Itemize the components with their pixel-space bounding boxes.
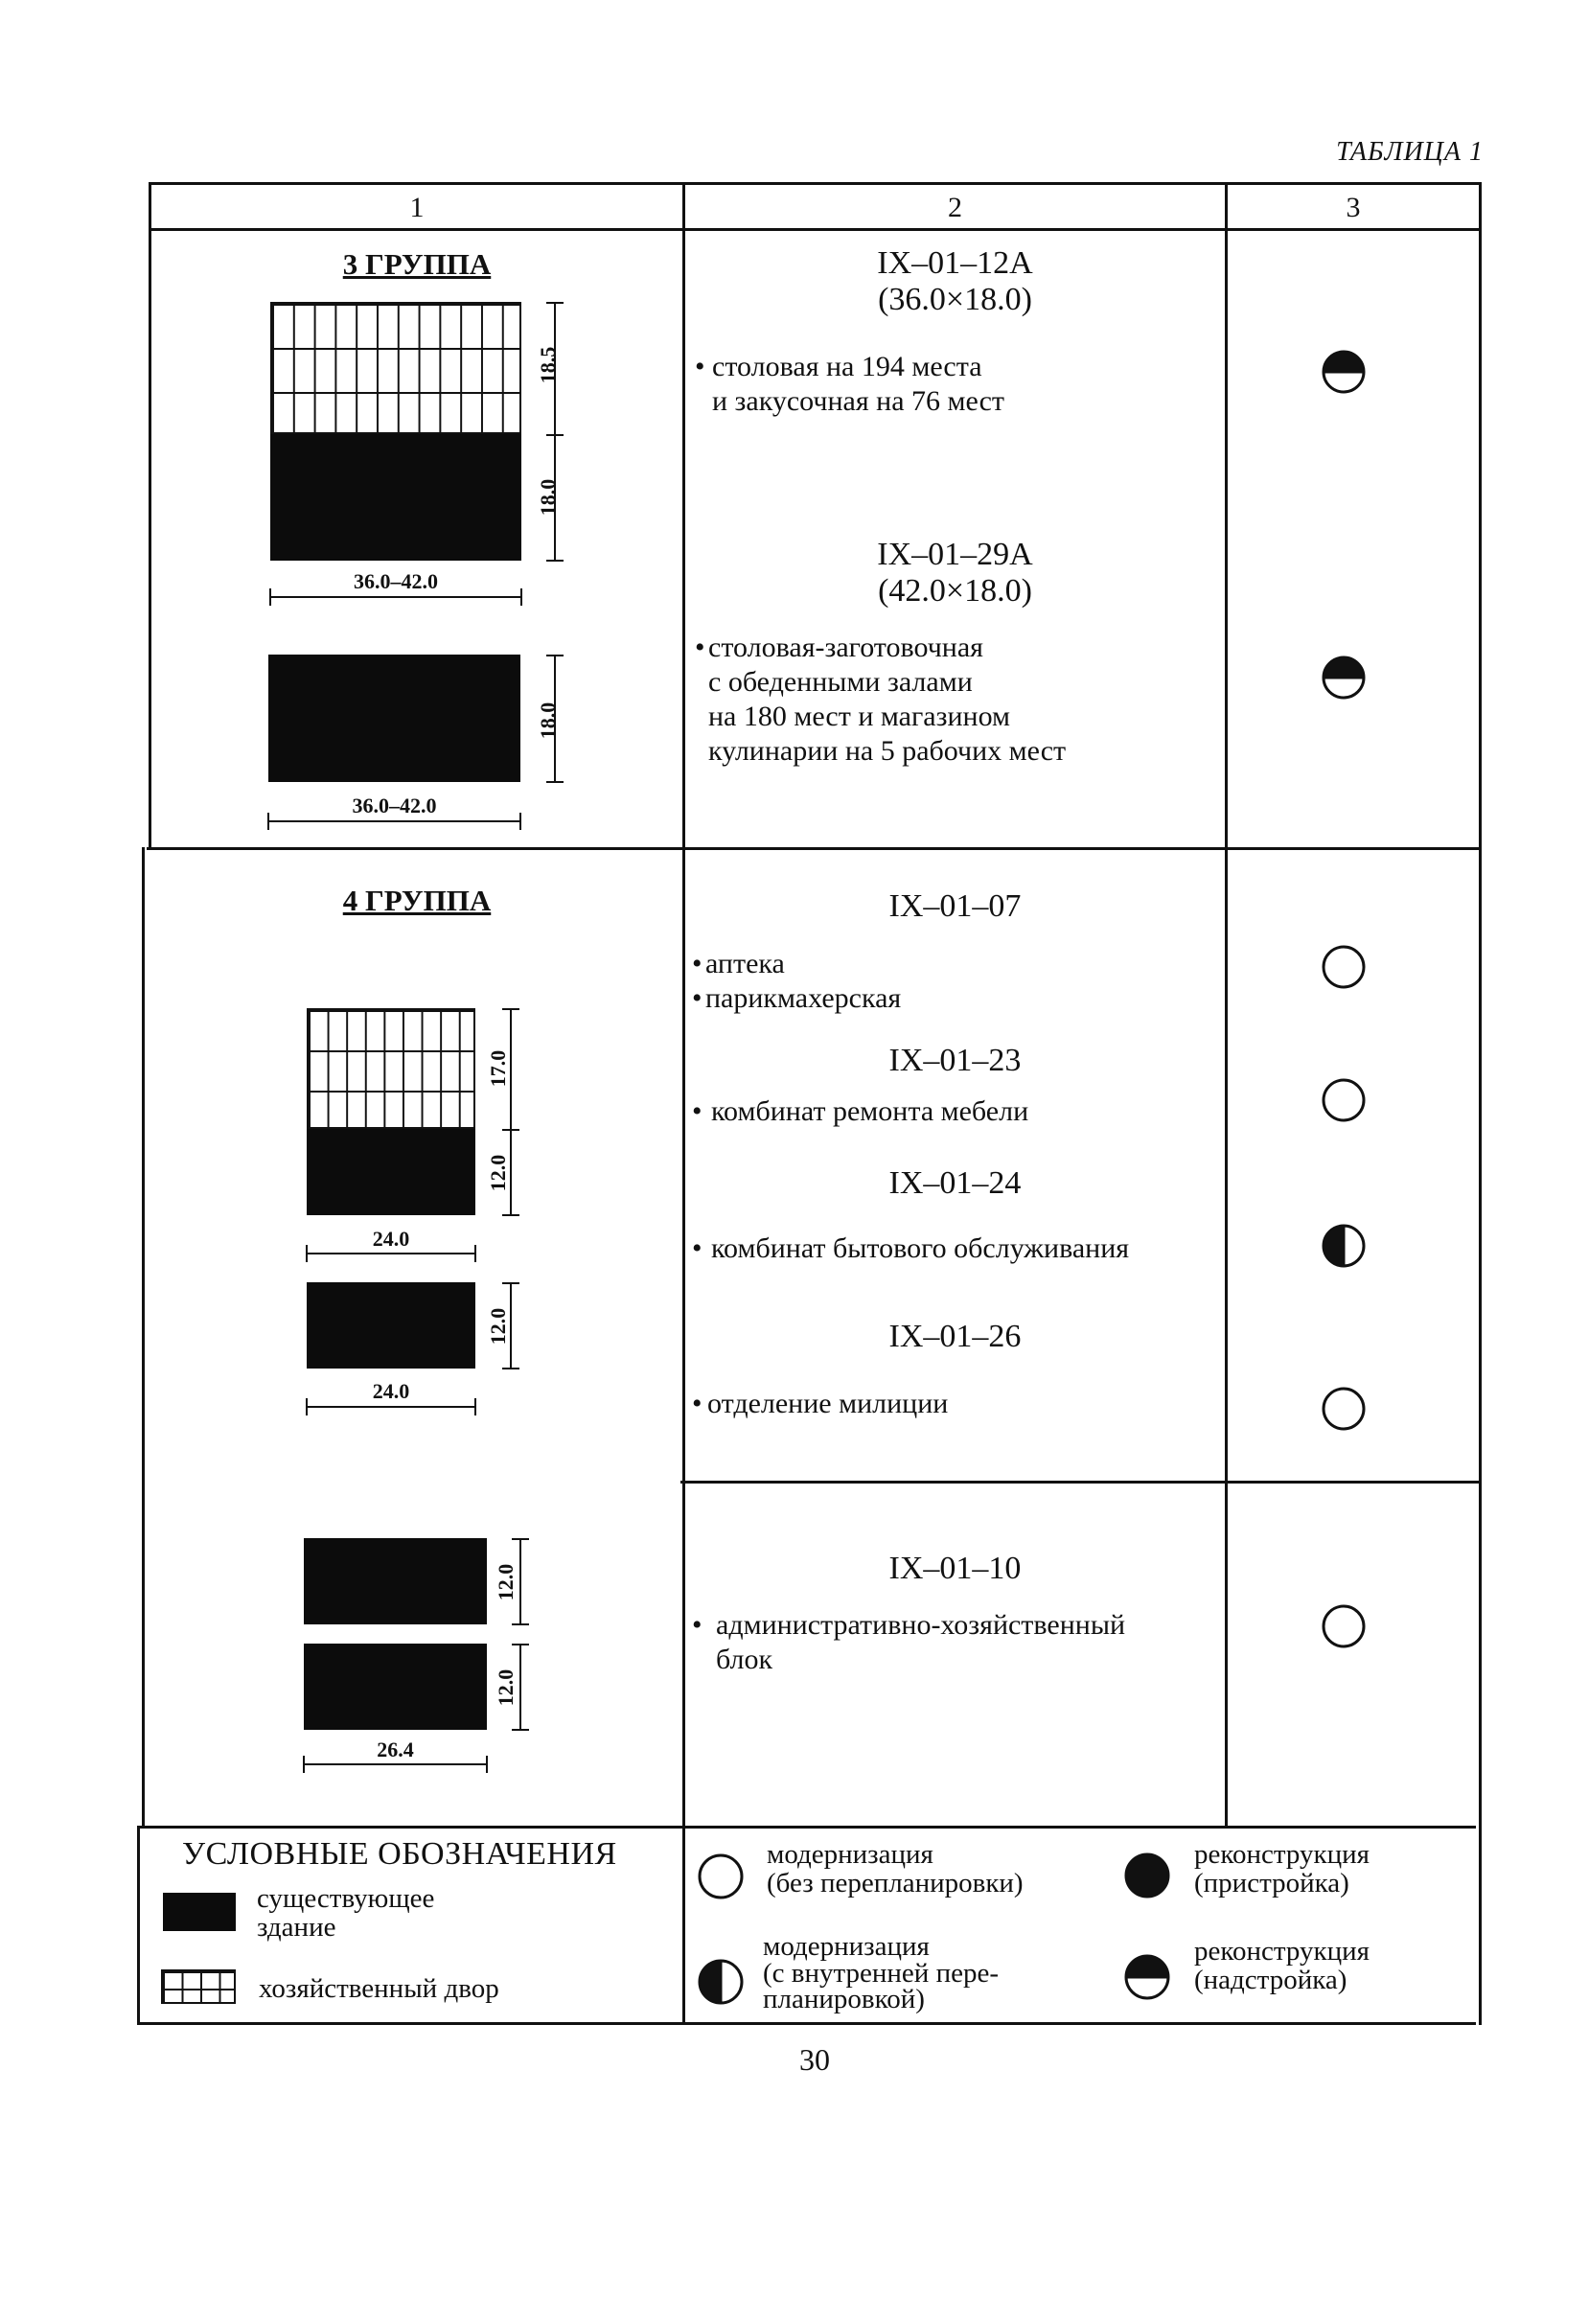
group3-title: 3 ГРУППА xyxy=(342,247,492,281)
legend-mod: модернизация (без перепланировки) xyxy=(767,1839,1024,1899)
group3-dim-top: 18.5 xyxy=(536,346,560,384)
reconstruction-extension-icon xyxy=(1123,1852,1171,1899)
modernization-icon xyxy=(1321,1386,1367,1432)
project-code: IX–01–29A xyxy=(877,537,1033,572)
legend-existing: существующее здание xyxy=(257,1883,435,1944)
project-desc: • комбинат ремонта мебели xyxy=(692,1095,1029,1127)
project-size: (42.0×18.0) xyxy=(878,573,1032,609)
project-desc: • комбинат бытового обслуживания xyxy=(692,1232,1130,1264)
group3-dim-bottom: 36.0–42.0 xyxy=(354,569,438,593)
yard-swatch xyxy=(161,1969,236,2004)
project-code: IX–01–26 xyxy=(888,1319,1022,1354)
legend-rec-super: реконструкция (надстройка) xyxy=(1194,1936,1370,1996)
project-desc: • административно-хозяйственный блок xyxy=(692,1609,1126,1675)
group4-dim-top: 17.0 xyxy=(486,1049,510,1088)
project-desc: • • аптека парикмахерская xyxy=(692,948,902,1014)
reconstruction-superstructure-icon xyxy=(1123,1953,1171,2001)
modernization-icon xyxy=(1321,1603,1367,1649)
group3-dim-side: 18.0 xyxy=(536,478,560,517)
modernization-icon xyxy=(1321,944,1367,990)
project-desc: • столовая-заготовочная с обеденными залами на 180 мест и магазином кулинарии на 5 рабочих мест xyxy=(695,632,1067,767)
modernization-replanning-icon xyxy=(697,1958,745,2006)
group4-dim-side-c1: 12.0 xyxy=(494,1563,518,1601)
group4-title: 4 ГРУППА xyxy=(342,884,492,917)
group4-dim-side: 12.0 xyxy=(486,1154,510,1192)
project-size: (36.0×18.0) xyxy=(878,282,1032,317)
project-code: IX–01–10 xyxy=(888,1551,1022,1586)
group4-dim-bottom-b: 24.0 xyxy=(372,1379,410,1403)
project-code: IX–01–24 xyxy=(888,1165,1022,1201)
project-code: IX–01–07 xyxy=(888,888,1022,924)
existing-building-swatch xyxy=(163,1893,236,1931)
modernization-icon xyxy=(1321,1077,1367,1123)
table-label: ТАБЛИЦА 1 xyxy=(1336,137,1484,167)
page-number: 30 xyxy=(799,2042,830,2077)
project-code: IX–01–12A xyxy=(877,245,1033,281)
legend-rec-ext: реконструкция (пристройка) xyxy=(1194,1839,1370,1899)
modernization-replanning-icon xyxy=(1321,1223,1367,1269)
project-desc: • отделение милиции xyxy=(692,1388,949,1419)
legend-yard: хозяйственный двор xyxy=(259,1973,499,2004)
header-col3: 3 xyxy=(1346,192,1361,223)
modernization-icon xyxy=(697,1852,745,1900)
project-desc: • столовая на 194 места и закусочная на 76 мест xyxy=(695,351,1005,417)
project-code: IX–01–23 xyxy=(888,1043,1022,1078)
group4-dim-bottom-c: 26.4 xyxy=(377,1737,414,1761)
reconstruction-superstructure-icon xyxy=(1321,349,1367,395)
header-col2: 2 xyxy=(948,192,962,223)
group3-dim-side-2: 18.0 xyxy=(536,702,560,740)
reconstruction-superstructure-icon xyxy=(1321,655,1367,701)
legend-title: УСЛОВНЫЕ ОБОЗНАЧЕНИЯ xyxy=(182,1836,617,1872)
group3-dim-bottom-2: 36.0–42.0 xyxy=(352,794,437,817)
header-col1: 1 xyxy=(409,192,425,223)
group4-dim-bottom: 24.0 xyxy=(372,1227,410,1251)
legend-mod-replan: модернизация (с внутренней пере- планировкой) xyxy=(763,1931,999,2015)
group4-dim-side-b: 12.0 xyxy=(486,1307,510,1346)
group4-dim-side-c2: 12.0 xyxy=(494,1668,518,1707)
